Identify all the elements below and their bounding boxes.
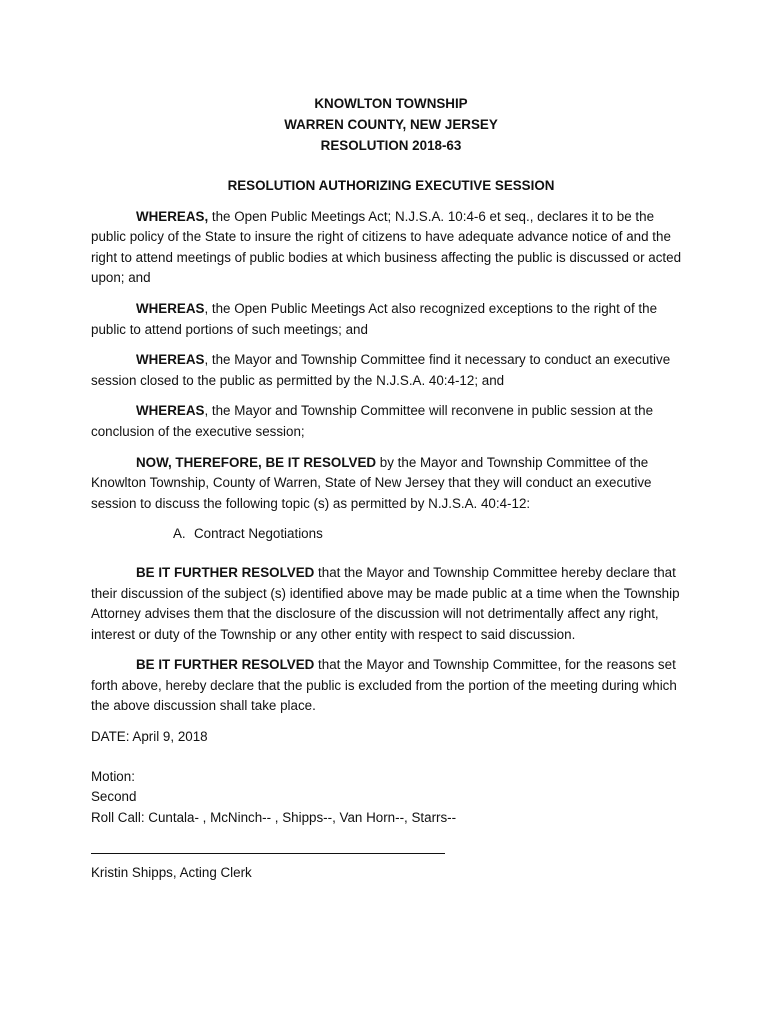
resolution-number: RESOLUTION 2018-63	[320, 138, 462, 153]
topic-list-item	[91, 524, 691, 545]
motion-label: Motion:	[91, 768, 135, 784]
whereas-paragraph-1	[91, 207, 691, 289]
paragraph-lead: WHEREAS	[136, 403, 205, 419]
list-item-text: Contract Negotiations	[194, 526, 323, 542]
paragraph-lead: WHEREAS,	[136, 208, 209, 224]
paragraph-text: that the Mayor and Township Committee hereby declare that their discussion of the subject (s) identified above may be made public at a time when the Township Attorney advises them that the disclosure of the discussion will not detrimentally affect any right, interest or duty of the Township or any other entity with respect to said discussion.	[91, 564, 680, 642]
whereas-paragraph-3	[91, 350, 691, 391]
signature-name: Kristin Shipps, Acting Clerk	[91, 865, 252, 881]
paragraph-text: by the Mayor and Township Committee of the Knowlton Township, County of Warren, State of New Jersey that they will conduct an executive session to discuss the following topic (s) as permitted by N.J.S.A. 40:4-12:	[91, 454, 652, 511]
paragraph-text: that the Mayor and Township Committee, for the reasons set forth above, hereby declare that the public is excluded from the portion of the meeting during which the above discussion shall take place.	[91, 657, 677, 714]
resolution-title: RESOLUTION AUTHORIZING EXECUTIVE SESSION	[227, 178, 555, 193]
paragraph-text: the Open Public Meetings Act; N.J.S.A. 10:4-6 et seq., declares it to be the public policy of the State to insure the right of citizens to have adequate advance notice of and the right to attend meetings of public bodies at which business affecting the public is discussed or acted upon; and	[91, 208, 682, 286]
further-resolved-paragraph-1	[91, 563, 691, 645]
paragraph-lead: WHEREAS	[136, 352, 205, 368]
roll-call-line: Roll Call: Cuntala- , McNinch-- , Shipps--, Van Horn--, Starrs--	[91, 809, 457, 825]
paragraph-lead: NOW, THEREFORE, BE IT RESOLVED	[136, 454, 377, 470]
paragraph-text: , the Open Public Meetings Act also recognized exceptions to the right of the public to attend portions of such meetings; and	[91, 300, 658, 337]
motion-block	[91, 767, 691, 829]
list-marker: A.	[173, 526, 186, 542]
township-name: KNOWLTON TOWNSHIP	[314, 96, 468, 111]
date-line: DATE: April 9, 2018	[91, 729, 208, 745]
whereas-paragraph-4	[91, 401, 691, 442]
paragraph-lead: BE IT FURTHER RESOLVED	[136, 657, 315, 673]
paragraph-text: , the Mayor and Township Committee will reconvene in public session at the conclusion of the executive session;	[91, 403, 654, 439]
paragraph-lead: BE IT FURTHER RESOLVED	[136, 564, 315, 580]
resolved-paragraph	[91, 453, 691, 515]
county-state: WARREN COUNTY, NEW JERSEY	[284, 117, 498, 132]
whereas-paragraph-2	[91, 299, 691, 340]
document-header	[91, 93, 691, 156]
paragraph-text: , the Mayor and Township Committee find it necessary to conduct an executive session closed to the public as permitted by the N.J.S.A. 40:4-12; and	[91, 352, 671, 388]
paragraph-lead: WHEREAS	[136, 300, 205, 316]
document-page	[91, 93, 691, 884]
signature-line	[91, 853, 445, 854]
further-resolved-paragraph-2	[91, 655, 691, 717]
second-label: Second	[91, 789, 137, 805]
